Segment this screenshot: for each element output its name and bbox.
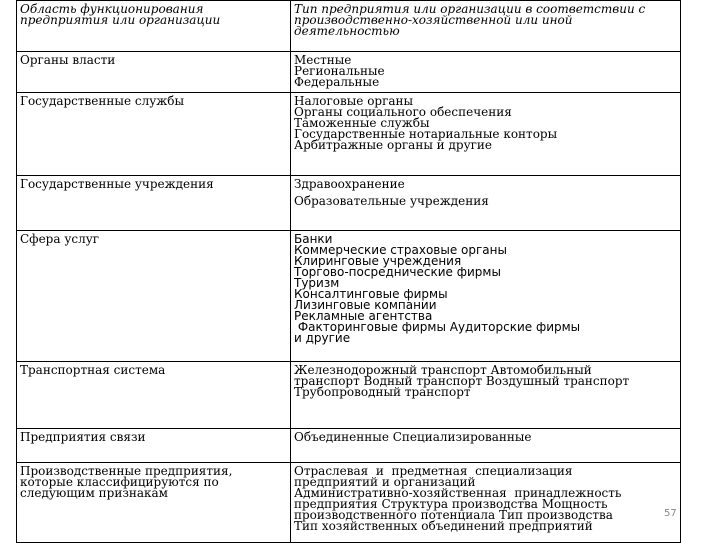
- item-text: Отраслевая и предметная специализация: [294, 464, 573, 478]
- item-text: Арбитражные органы и другие: [294, 138, 493, 152]
- label-text: Государственные службы: [20, 94, 185, 108]
- table-row: [17, 176, 681, 231]
- item-text: Торгово-посреднические фирмы: [294, 265, 501, 279]
- item-text: Тип хозяйственных объединений предприятий: [294, 519, 593, 533]
- row-items: [291, 463, 681, 543]
- row-label: [17, 93, 291, 176]
- row-label: [17, 362, 291, 429]
- item-text: Клиринговые учреждения: [294, 254, 462, 268]
- header-text: производственно-хозяйственной или иной: [294, 13, 573, 27]
- header-cell-area: [17, 1, 291, 52]
- header-text: деятельностью: [294, 24, 400, 38]
- row-items: [291, 362, 681, 429]
- item-text: Таможенные службы: [294, 116, 430, 130]
- row-items: [291, 52, 681, 93]
- row-label: [17, 429, 291, 463]
- table-row: [17, 362, 681, 429]
- header-text: Область функционирования: [20, 2, 204, 16]
- table-row: [17, 52, 681, 93]
- classification-table: [16, 0, 681, 543]
- row-label: [17, 463, 291, 543]
- item-text: Здравоохранение: [294, 177, 405, 191]
- table-row: [17, 463, 681, 543]
- label-text: Транспортная система: [20, 363, 166, 377]
- item-text: Коммерческие страховые органы: [294, 243, 507, 257]
- row-label: [17, 176, 291, 231]
- item-text: Трубопроводный транспорт: [294, 385, 471, 399]
- label-text: следующим признакам: [20, 486, 169, 500]
- label-text: Сфера услуг: [20, 232, 100, 246]
- row-items: [291, 93, 681, 176]
- header-text: предприятия или организации: [20, 13, 221, 27]
- row-label: [17, 231, 291, 362]
- header-row: [17, 1, 681, 52]
- item-text: Образовательные учреждения: [294, 194, 489, 208]
- item-text: Банки: [294, 232, 333, 246]
- item-text: Налоговые органы: [294, 94, 414, 108]
- item-text: Объединенные Специализированные: [294, 430, 532, 444]
- item-text: Лизинговые компании: [294, 298, 437, 312]
- item-text: транспорт Водный транспорт Воздушный транспорт: [294, 374, 630, 388]
- table-row: [17, 429, 681, 463]
- label-text: которые классифицируются по: [20, 475, 219, 489]
- item-text: Федеральные: [294, 75, 380, 89]
- header-text: Тип предприятия или организации в соответствии с: [294, 2, 646, 16]
- row-items: [291, 429, 681, 463]
- item-text: Региональные: [294, 64, 385, 78]
- item-text: предприятий и организаций: [294, 475, 476, 489]
- label-text: Государственные учреждения: [20, 177, 214, 191]
- item-text: и другие: [294, 331, 351, 345]
- item-text: Административно-хозяйственная принадлежность: [294, 486, 622, 500]
- item-text: Факторинговые фирмы Аудиторские фирмы: [294, 320, 581, 334]
- header-cell-type: [291, 1, 681, 52]
- row-items: [291, 231, 681, 362]
- item-text: Органы социального обеспечения: [294, 105, 512, 119]
- item-text: производственного потенциала Тип производства: [294, 508, 613, 522]
- label-text: Производственные предприятия,: [20, 464, 233, 478]
- item-text: предприятия Структура производства Мощность: [294, 497, 608, 511]
- row-items: [291, 176, 681, 231]
- item-text: Рекламные агентства: [294, 309, 433, 323]
- item-text: Местные: [294, 53, 352, 67]
- table-row: [17, 231, 681, 362]
- item-text: Государственные нотариальные конторы: [294, 127, 558, 141]
- table-row: [17, 93, 681, 176]
- item-text: Консалтинговые фирмы: [294, 287, 448, 301]
- label-text: Органы власти: [20, 53, 116, 67]
- slide-number: 57: [664, 508, 677, 519]
- row-label: [17, 52, 291, 93]
- label-text: Предприятия связи: [20, 430, 146, 444]
- item-text: Железнодорожный транспорт Автомобильный: [294, 363, 592, 377]
- item-text: Туризм: [294, 276, 340, 290]
